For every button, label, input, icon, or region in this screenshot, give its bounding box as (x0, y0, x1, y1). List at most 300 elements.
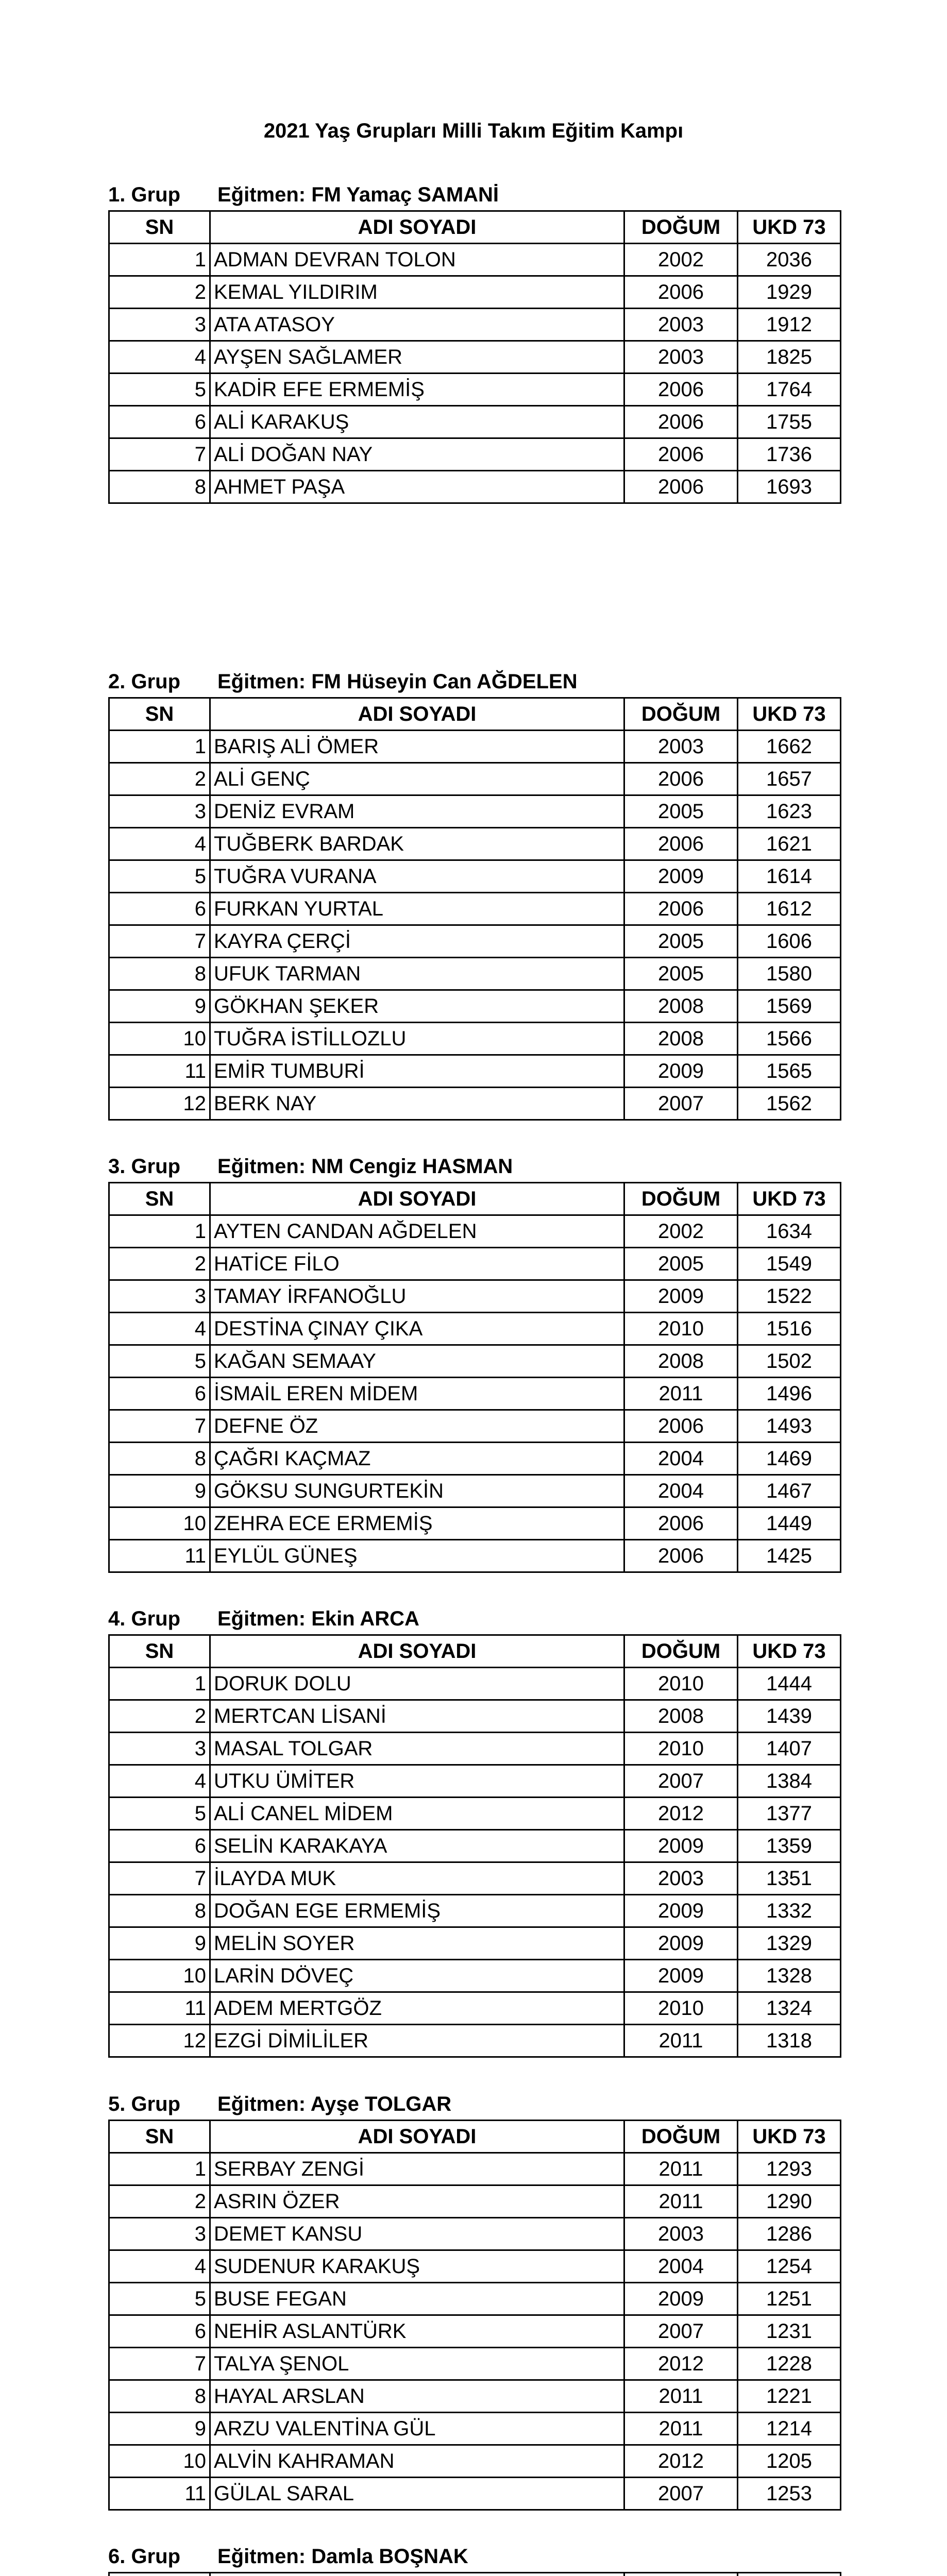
cell-sn: 1 (109, 2153, 210, 2185)
cell-name: SERBAY ZENGİ (210, 2153, 624, 2185)
cell-birth-year: 2011 (624, 2025, 738, 2057)
table-row (109, 438, 841, 471)
cell-ukd: 1657 (738, 763, 841, 795)
cell-name: ARZU VALENTİNA GÜL (210, 2413, 624, 2445)
group-header (108, 2089, 451, 2120)
cell-ukd: 1736 (738, 438, 841, 471)
cell-sn: 11 (109, 2478, 210, 2510)
cell-birth-year: 2006 (624, 1507, 738, 1540)
cell-ukd: 1549 (738, 1248, 841, 1280)
cell-birth-year: 2010 (624, 1668, 738, 1700)
cell-name: ATA ATASOY (210, 309, 624, 341)
table-row (109, 1023, 841, 1055)
cell-name: DOĞAN EGE ERMEMİŞ (210, 1895, 624, 1927)
cell-birth-year: 2007 (624, 1765, 738, 1798)
column-header-birth-year: DOĞUM (624, 1183, 738, 1215)
cell-sn: 3 (109, 2218, 210, 2250)
cell-name: FURKAN YURTAL (210, 893, 624, 925)
cell-name: NEHİR ASLANTÜRK (210, 2315, 624, 2348)
cell-sn: 5 (109, 1345, 210, 1378)
table-row (109, 2413, 841, 2445)
cell-sn: 2 (109, 1248, 210, 1280)
cell-name: BERK NAY (210, 1088, 624, 1120)
group-header (108, 1151, 513, 1182)
column-header-birth-year: DOĞUM (624, 698, 738, 731)
table-header-row (109, 1635, 841, 1668)
column-header-name: ADI SOYADI (210, 1183, 624, 1215)
cell-ukd: 1623 (738, 795, 841, 828)
group-section (108, 1603, 840, 2058)
cell-ukd: 1214 (738, 2413, 841, 2445)
cell-birth-year: 2006 (624, 893, 738, 925)
cell-sn: 1 (109, 244, 210, 276)
cell-birth-year: 2011 (624, 1378, 738, 1410)
cell-sn: 6 (109, 406, 210, 438)
cell-birth-year: 2009 (624, 1280, 738, 1313)
table-row (109, 341, 841, 374)
cell-birth-year: 2010 (624, 1992, 738, 2025)
group-trainer: Eğitmen: Ekin ARCA (217, 1607, 419, 1630)
cell-name: TUĞRA VURANA (210, 860, 624, 893)
cell-birth-year: 2006 (624, 471, 738, 503)
cell-name: SUDENUR KARAKUŞ (210, 2250, 624, 2283)
group-trainer: Eğitmen: FM Hüseyin Can AĞDELEN (217, 670, 578, 693)
table-row (109, 2153, 841, 2185)
cell-ukd: 1693 (738, 471, 841, 503)
cell-sn: 11 (109, 1055, 210, 1088)
cell-sn: 4 (109, 341, 210, 374)
table-row (109, 1540, 841, 1572)
cell-name: EYLÜL GÜNEŞ (210, 1540, 624, 1572)
cell-ukd: 1755 (738, 406, 841, 438)
table-row (109, 374, 841, 406)
cell-birth-year: 2011 (624, 2153, 738, 2185)
table-row (109, 1475, 841, 1507)
column-header-ukd (738, 2573, 841, 2576)
cell-sn: 7 (109, 2348, 210, 2380)
table-row (109, 276, 841, 309)
table-row (109, 2315, 841, 2348)
cell-ukd: 1351 (738, 1862, 841, 1895)
cell-name: TAMAY İRFANOĞLU (210, 1280, 624, 1313)
cell-sn: 4 (109, 1313, 210, 1345)
cell-sn: 2 (109, 276, 210, 309)
cell-sn: 8 (109, 958, 210, 990)
table-row (109, 990, 841, 1023)
cell-birth-year: 2003 (624, 2218, 738, 2250)
table-header-row (109, 2573, 841, 2576)
cell-name: HAYAL ARSLAN (210, 2380, 624, 2413)
cell-sn: 8 (109, 1443, 210, 1475)
column-header-sn: SN (109, 1183, 210, 1215)
table-row (109, 893, 841, 925)
cell-name: ALİ CANEL MİDEM (210, 1798, 624, 1830)
table-header-row (109, 1183, 841, 1215)
roster-table (108, 697, 841, 1121)
roster-table (108, 2572, 841, 2576)
cell-sn: 1 (109, 1668, 210, 1700)
cell-sn: 7 (109, 1410, 210, 1443)
cell-birth-year: 2002 (624, 1215, 738, 1248)
cell-birth-year: 2006 (624, 1410, 738, 1443)
cell-ukd: 1384 (738, 1765, 841, 1798)
table-row (109, 1960, 841, 1992)
column-header-birth-year: DOĞUM (624, 211, 738, 244)
table-header-row (109, 2121, 841, 2153)
cell-ukd: 1324 (738, 1992, 841, 2025)
cell-sn: 4 (109, 2250, 210, 2283)
cell-birth-year: 2011 (624, 2413, 738, 2445)
cell-sn: 7 (109, 1862, 210, 1895)
cell-name: DESTİNA ÇINAY ÇIKA (210, 1313, 624, 1345)
table-row (109, 860, 841, 893)
cell-birth-year: 2012 (624, 2348, 738, 2380)
cell-sn: 11 (109, 1992, 210, 2025)
cell-sn: 12 (109, 1088, 210, 1120)
cell-name: MERTCAN LİSANİ (210, 1700, 624, 1733)
cell-ukd: 1621 (738, 828, 841, 860)
cell-birth-year: 2004 (624, 2250, 738, 2283)
cell-name: UFUK TARMAN (210, 958, 624, 990)
table-row (109, 1830, 841, 1862)
cell-name: SELİN KARAKAYA (210, 1830, 624, 1862)
cell-name: TALYA ŞENOL (210, 2348, 624, 2380)
group-label: 3. Grup (108, 1155, 181, 1178)
column-header-name: ADI SOYADI (210, 211, 624, 244)
cell-birth-year: 2006 (624, 828, 738, 860)
cell-sn: 12 (109, 2025, 210, 2057)
cell-birth-year: 2003 (624, 341, 738, 374)
cell-ukd: 1290 (738, 2185, 841, 2218)
cell-name: DORUK DOLU (210, 1668, 624, 1700)
group-trainer: Eğitmen: Damla BOŞNAK (217, 2545, 468, 2568)
table-row (109, 1895, 841, 1927)
table-row (109, 1733, 841, 1765)
cell-ukd: 1562 (738, 1088, 841, 1120)
cell-ukd: 1286 (738, 2218, 841, 2250)
table-row (109, 1088, 841, 1120)
cell-sn: 10 (109, 1960, 210, 1992)
cell-sn: 8 (109, 1895, 210, 1927)
cell-ukd: 1251 (738, 2283, 841, 2315)
cell-birth-year: 2009 (624, 1927, 738, 1960)
cell-name: HATİCE FİLO (210, 1248, 624, 1280)
cell-sn: 3 (109, 309, 210, 341)
group-label: 4. Grup (108, 1607, 181, 1630)
column-header-sn: SN (109, 1635, 210, 1668)
table-row (109, 2380, 841, 2413)
cell-birth-year: 2008 (624, 1700, 738, 1733)
cell-name: BUSE FEGAN (210, 2283, 624, 2315)
cell-birth-year: 2012 (624, 2445, 738, 2478)
table-row (109, 406, 841, 438)
cell-sn: 6 (109, 893, 210, 925)
cell-ukd: 1825 (738, 341, 841, 374)
cell-birth-year: 2003 (624, 1862, 738, 1895)
cell-sn: 1 (109, 1215, 210, 1248)
cell-ukd: 1425 (738, 1540, 841, 1572)
cell-birth-year: 2008 (624, 1023, 738, 1055)
cell-name: MASAL TOLGAR (210, 1733, 624, 1765)
table-row (109, 244, 841, 276)
cell-ukd: 1449 (738, 1507, 841, 1540)
group-header (108, 2541, 468, 2572)
cell-ukd: 1332 (738, 1895, 841, 1927)
cell-name: BARIŞ ALİ ÖMER (210, 731, 624, 763)
cell-birth-year: 2006 (624, 1540, 738, 1572)
cell-sn: 10 (109, 1023, 210, 1055)
cell-name: ADEM MERTGÖZ (210, 1992, 624, 2025)
column-header-ukd: UKD 73 (738, 698, 841, 731)
cell-sn: 3 (109, 1280, 210, 1313)
cell-birth-year: 2002 (624, 244, 738, 276)
cell-name: GÜLAL SARAL (210, 2478, 624, 2510)
cell-name: KAĞAN SEMAAY (210, 1345, 624, 1378)
cell-sn: 5 (109, 374, 210, 406)
table-row (109, 1862, 841, 1895)
group-trainer: Eğitmen: NM Cengiz HASMAN (217, 1155, 513, 1178)
table-row (109, 1765, 841, 1798)
cell-sn: 10 (109, 2445, 210, 2478)
group-trainer: Eğitmen: Ayşe TOLGAR (217, 2093, 452, 2115)
cell-birth-year: 2012 (624, 1798, 738, 1830)
roster-table (108, 210, 841, 504)
cell-ukd: 1318 (738, 2025, 841, 2057)
column-header-name (210, 2573, 624, 2576)
cell-ukd: 1929 (738, 276, 841, 309)
cell-ukd: 1912 (738, 309, 841, 341)
cell-name: EMİR TUMBURİ (210, 1055, 624, 1088)
cell-birth-year: 2010 (624, 1313, 738, 1345)
group-trainer: Eğitmen: FM Yamaç SAMANİ (217, 183, 499, 206)
cell-name: İLAYDA MUK (210, 1862, 624, 1895)
cell-birth-year: 2009 (624, 1895, 738, 1927)
cell-sn: 8 (109, 2380, 210, 2413)
roster-table (108, 1182, 841, 1573)
cell-name: DENİZ EVRAM (210, 795, 624, 828)
column-header-sn (109, 2573, 210, 2576)
cell-name: ALİ KARAKUŞ (210, 406, 624, 438)
group-header (108, 666, 578, 697)
table-row (109, 1215, 841, 1248)
cell-name: ZEHRA ECE ERMEMİŞ (210, 1507, 624, 1540)
table-row (109, 471, 841, 503)
column-header-ukd: UKD 73 (738, 2121, 841, 2153)
cell-ukd: 1662 (738, 731, 841, 763)
table-row (109, 1668, 841, 1700)
cell-ukd: 1580 (738, 958, 841, 990)
cell-ukd: 1254 (738, 2250, 841, 2283)
table-row (109, 958, 841, 990)
cell-name: TUĞBERK BARDAK (210, 828, 624, 860)
table-row (109, 1248, 841, 1280)
cell-name: ADMAN DEVRAN TOLON (210, 244, 624, 276)
cell-ukd: 1502 (738, 1345, 841, 1378)
cell-birth-year: 2005 (624, 795, 738, 828)
cell-ukd: 1493 (738, 1410, 841, 1443)
cell-sn: 1 (109, 731, 210, 763)
cell-name: ALVİN KAHRAMAN (210, 2445, 624, 2478)
table-row (109, 1798, 841, 1830)
cell-ukd: 1228 (738, 2348, 841, 2380)
cell-sn: 4 (109, 828, 210, 860)
column-header-birth-year: DOĞUM (624, 2121, 738, 2153)
cell-ukd: 2036 (738, 244, 841, 276)
table-row (109, 925, 841, 958)
cell-ukd: 1612 (738, 893, 841, 925)
cell-birth-year: 2005 (624, 1248, 738, 1280)
cell-birth-year: 2009 (624, 1830, 738, 1862)
table-row (109, 2283, 841, 2315)
table-row (109, 1313, 841, 1345)
cell-birth-year: 2008 (624, 1345, 738, 1378)
column-header-ukd: UKD 73 (738, 211, 841, 244)
cell-birth-year: 2007 (624, 2315, 738, 2348)
cell-sn: 3 (109, 1733, 210, 1765)
cell-ukd: 1614 (738, 860, 841, 893)
cell-sn: 3 (109, 795, 210, 828)
cell-ukd: 1407 (738, 1733, 841, 1765)
cell-name: ALİ DOĞAN NAY (210, 438, 624, 471)
cell-sn: 5 (109, 2283, 210, 2315)
table-header-row (109, 698, 841, 731)
cell-ukd: 1565 (738, 1055, 841, 1088)
column-header-name: ADI SOYADI (210, 2121, 624, 2153)
table-row (109, 828, 841, 860)
cell-ukd: 1566 (738, 1023, 841, 1055)
table-row (109, 1927, 841, 1960)
cell-ukd: 1496 (738, 1378, 841, 1410)
cell-ukd: 1606 (738, 925, 841, 958)
column-header-birth-year: DOĞUM (624, 1635, 738, 1668)
table-row (109, 309, 841, 341)
group-label: 2. Grup (108, 670, 181, 693)
table-row (109, 1378, 841, 1410)
cell-ukd: 1634 (738, 1215, 841, 1248)
table-row (109, 2025, 841, 2057)
cell-name: KADİR EFE ERMEMİŞ (210, 374, 624, 406)
table-row (109, 1410, 841, 1443)
cell-ukd: 1253 (738, 2478, 841, 2510)
cell-sn: 5 (109, 1798, 210, 1830)
cell-birth-year: 2006 (624, 763, 738, 795)
cell-birth-year: 2003 (624, 731, 738, 763)
cell-ukd: 1221 (738, 2380, 841, 2413)
cell-name: GÖKHAN ŞEKER (210, 990, 624, 1023)
cell-birth-year: 2006 (624, 438, 738, 471)
cell-sn: 4 (109, 1765, 210, 1798)
page-title: 2021 Yaş Grupları Milli Takım Eğitim Kampı (263, 120, 684, 142)
cell-sn: 9 (109, 990, 210, 1023)
cell-birth-year: 2007 (624, 1088, 738, 1120)
cell-ukd: 1329 (738, 1927, 841, 1960)
cell-sn: 2 (109, 1700, 210, 1733)
cell-birth-year: 2009 (624, 860, 738, 893)
table-row (109, 763, 841, 795)
table-row (109, 1507, 841, 1540)
cell-sn: 9 (109, 1927, 210, 1960)
group-header (108, 179, 499, 210)
column-header-sn: SN (109, 2121, 210, 2153)
cell-name: EZGİ DİMİLİLER (210, 2025, 624, 2057)
cell-birth-year: 2004 (624, 1475, 738, 1507)
cell-sn: 2 (109, 763, 210, 795)
roster-table (108, 1634, 841, 2058)
cell-birth-year: 2011 (624, 2185, 738, 2218)
group-section (108, 2541, 840, 2576)
column-header-ukd: UKD 73 (738, 1183, 841, 1215)
cell-name: ÇAĞRI KAÇMAZ (210, 1443, 624, 1475)
column-header-sn: SN (109, 211, 210, 244)
cell-ukd: 1328 (738, 1960, 841, 1992)
cell-sn: 10 (109, 1507, 210, 1540)
cell-sn: 6 (109, 1830, 210, 1862)
cell-sn: 9 (109, 2413, 210, 2445)
table-row (109, 2218, 841, 2250)
table-row (109, 731, 841, 763)
group-section (108, 666, 840, 1121)
cell-ukd: 1439 (738, 1700, 841, 1733)
cell-name: DEMET KANSU (210, 2218, 624, 2250)
cell-sn: 6 (109, 1378, 210, 1410)
cell-birth-year: 2006 (624, 406, 738, 438)
cell-ukd: 1231 (738, 2315, 841, 2348)
cell-name: TUĞRA İSTİLLOZLU (210, 1023, 624, 1055)
cell-ukd: 1522 (738, 1280, 841, 1313)
column-header-birth-year (624, 2573, 738, 2576)
cell-ukd: 1293 (738, 2153, 841, 2185)
cell-birth-year: 2003 (624, 309, 738, 341)
group-section (108, 1151, 840, 1573)
cell-name: DEFNE ÖZ (210, 1410, 624, 1443)
cell-sn: 7 (109, 438, 210, 471)
cell-ukd: 1764 (738, 374, 841, 406)
column-header-name: ADI SOYADI (210, 1635, 624, 1668)
table-row (109, 795, 841, 828)
cell-name: AHMET PAŞA (210, 471, 624, 503)
table-row (109, 2348, 841, 2380)
cell-birth-year: 2005 (624, 958, 738, 990)
column-header-ukd: UKD 73 (738, 1635, 841, 1668)
cell-name: ASRIN ÖZER (210, 2185, 624, 2218)
cell-birth-year: 2006 (624, 276, 738, 309)
cell-ukd: 1444 (738, 1668, 841, 1700)
cell-birth-year: 2006 (624, 374, 738, 406)
cell-ukd: 1205 (738, 2445, 841, 2478)
cell-birth-year: 2004 (624, 1443, 738, 1475)
group-label: 5. Grup (108, 2093, 181, 2115)
group-header (108, 1603, 419, 1634)
cell-sn: 11 (109, 1540, 210, 1572)
cell-ukd: 1469 (738, 1443, 841, 1475)
roster-table (108, 2120, 841, 2511)
cell-birth-year: 2010 (624, 1733, 738, 1765)
cell-birth-year: 2007 (624, 2478, 738, 2510)
cell-birth-year: 2005 (624, 925, 738, 958)
cell-name: KAYRA ÇERÇİ (210, 925, 624, 958)
table-header-row (109, 211, 841, 244)
group-label: 1. Grup (108, 183, 181, 206)
table-row (109, 1700, 841, 1733)
cell-sn: 6 (109, 2315, 210, 2348)
cell-birth-year: 2009 (624, 2283, 738, 2315)
table-row (109, 1345, 841, 1378)
cell-sn: 9 (109, 1475, 210, 1507)
group-label: 6. Grup (108, 2545, 181, 2568)
cell-sn: 2 (109, 2185, 210, 2218)
table-row (109, 2185, 841, 2218)
cell-ukd: 1359 (738, 1830, 841, 1862)
